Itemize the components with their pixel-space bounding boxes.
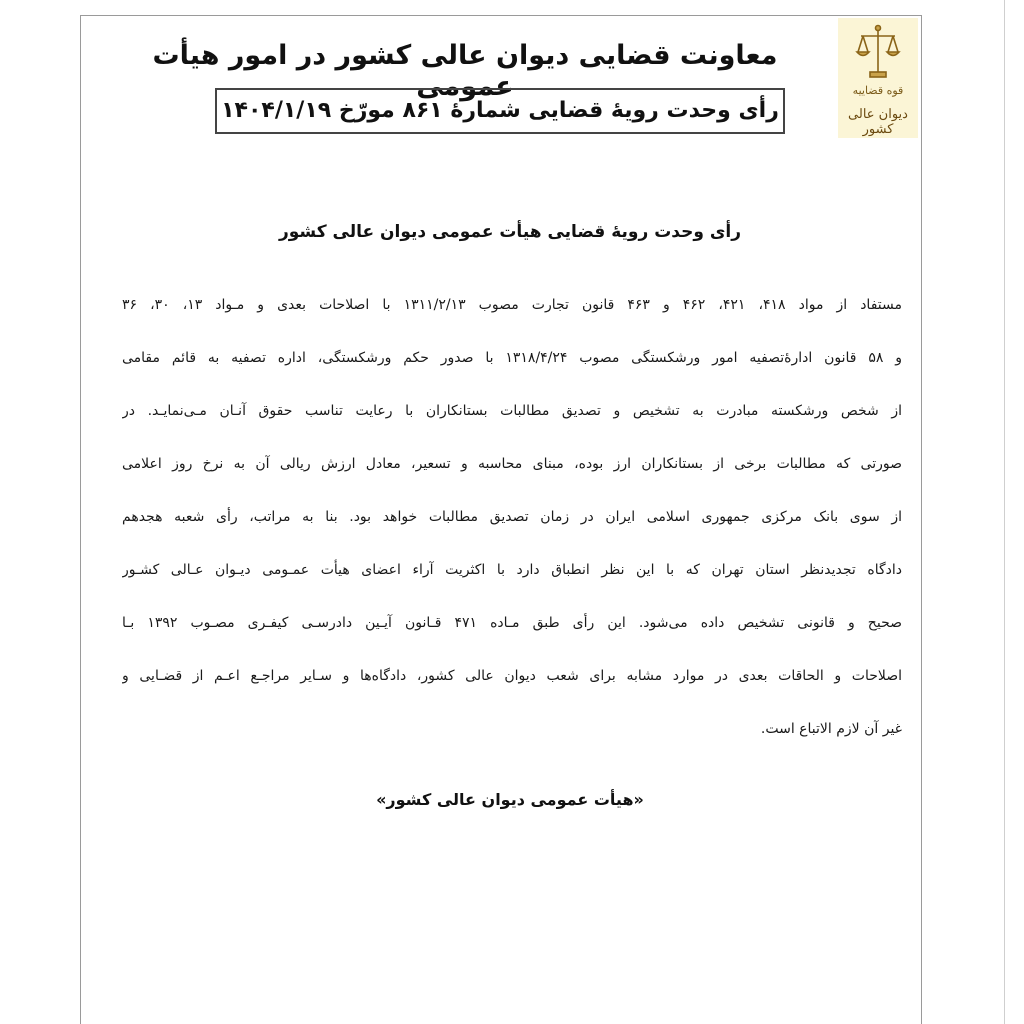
body-line: دادگاه تجدیدنظر استان تهران که با این نظر انطباق دارد با اکثریت آراء اعضای هیأت عمـومی دیـوان عـالی کشـور — [122, 562, 902, 578]
body-line: از سوی بانک مرکزی جمهوری اسلامی ایران در زمان تصدیق مطالبات خواهد بود. بنا به مراتب، رأی شعبه هجدهم — [122, 509, 902, 525]
scales-of-justice-icon — [855, 24, 901, 82]
body-line: مستفاد از مواد ۴۱۸، ۴۲۱، ۴۶۲ و ۴۶۳ قانون تجارت مصوب ۱۳۱۱/۲/۱۳ با اصلاحات بعدی و مـواد ۱۳، ۳۰، ۳۶ — [122, 297, 902, 313]
viewer-right-margin — [922, 0, 1004, 1024]
viewer-top-margin — [80, 0, 922, 15]
body-line: صحیح و قانونی تشخیص داده می‌شود. این رأی طبق مـاده ۴۷۱ قـانون آیـین دادرسـی کیفـری مصـوب ۱۳۹۲ بـا — [122, 615, 902, 631]
court-logo — [838, 18, 918, 138]
body-line: غیر آن لازم الاتباع است. — [760, 721, 902, 737]
ruling-heading: رأی وحدت رویۀ قضایی هیأت عمومی دیوان عالی کشور — [278, 222, 742, 242]
logo-tagline: قوه قضاییه — [852, 84, 904, 97]
scrollbar-track[interactable] — [1004, 0, 1024, 1024]
body-line: از شخص ورشکسته مبادرت به تشخیص و تصدیق مطالبات بستانکاران با رعایت تناسب حقوق آنـان مـی‌نمایـد. در — [122, 403, 902, 419]
ruling-body — [122, 287, 902, 764]
body-line: و ۵۸ قانون ادارۀتصفیه امور ورشکستگی مصوب ۱۳۱۸/۴/۲۴ با صدور حکم ورشکستگی، اداره تصفیه به قائم مقامی — [122, 350, 902, 366]
logo-name: دیوان عالی کشور — [848, 107, 908, 137]
body-line: اصلاحات و الحاقات بعدی در موارد مشابه برای شعب دیوان عالی کشور، دادگاه‌ها و سـایر مراجـع اعـم از قضـایی و — [122, 668, 902, 684]
ruling-number-box: رأی وحدت رویۀ قضایی شمارۀ ۸۶۱ مورّخ ۱۴۰۴/۱/۱۹ — [215, 88, 785, 134]
body-line: صورتی که مطالبات برخی از بستانکاران ارز بوده، مبنای محاسبه و تسعیر، معادل ارزش ریالی آن به نرخ روز اعلامی — [122, 456, 902, 472]
signature: «هیأت عمومی دیوان عالی کشور» — [376, 790, 644, 809]
page-title: معاونت قضایی دیوان عالی کشور در امور هیأت عمومی — [152, 40, 778, 102]
viewer-left-margin — [0, 0, 80, 1024]
